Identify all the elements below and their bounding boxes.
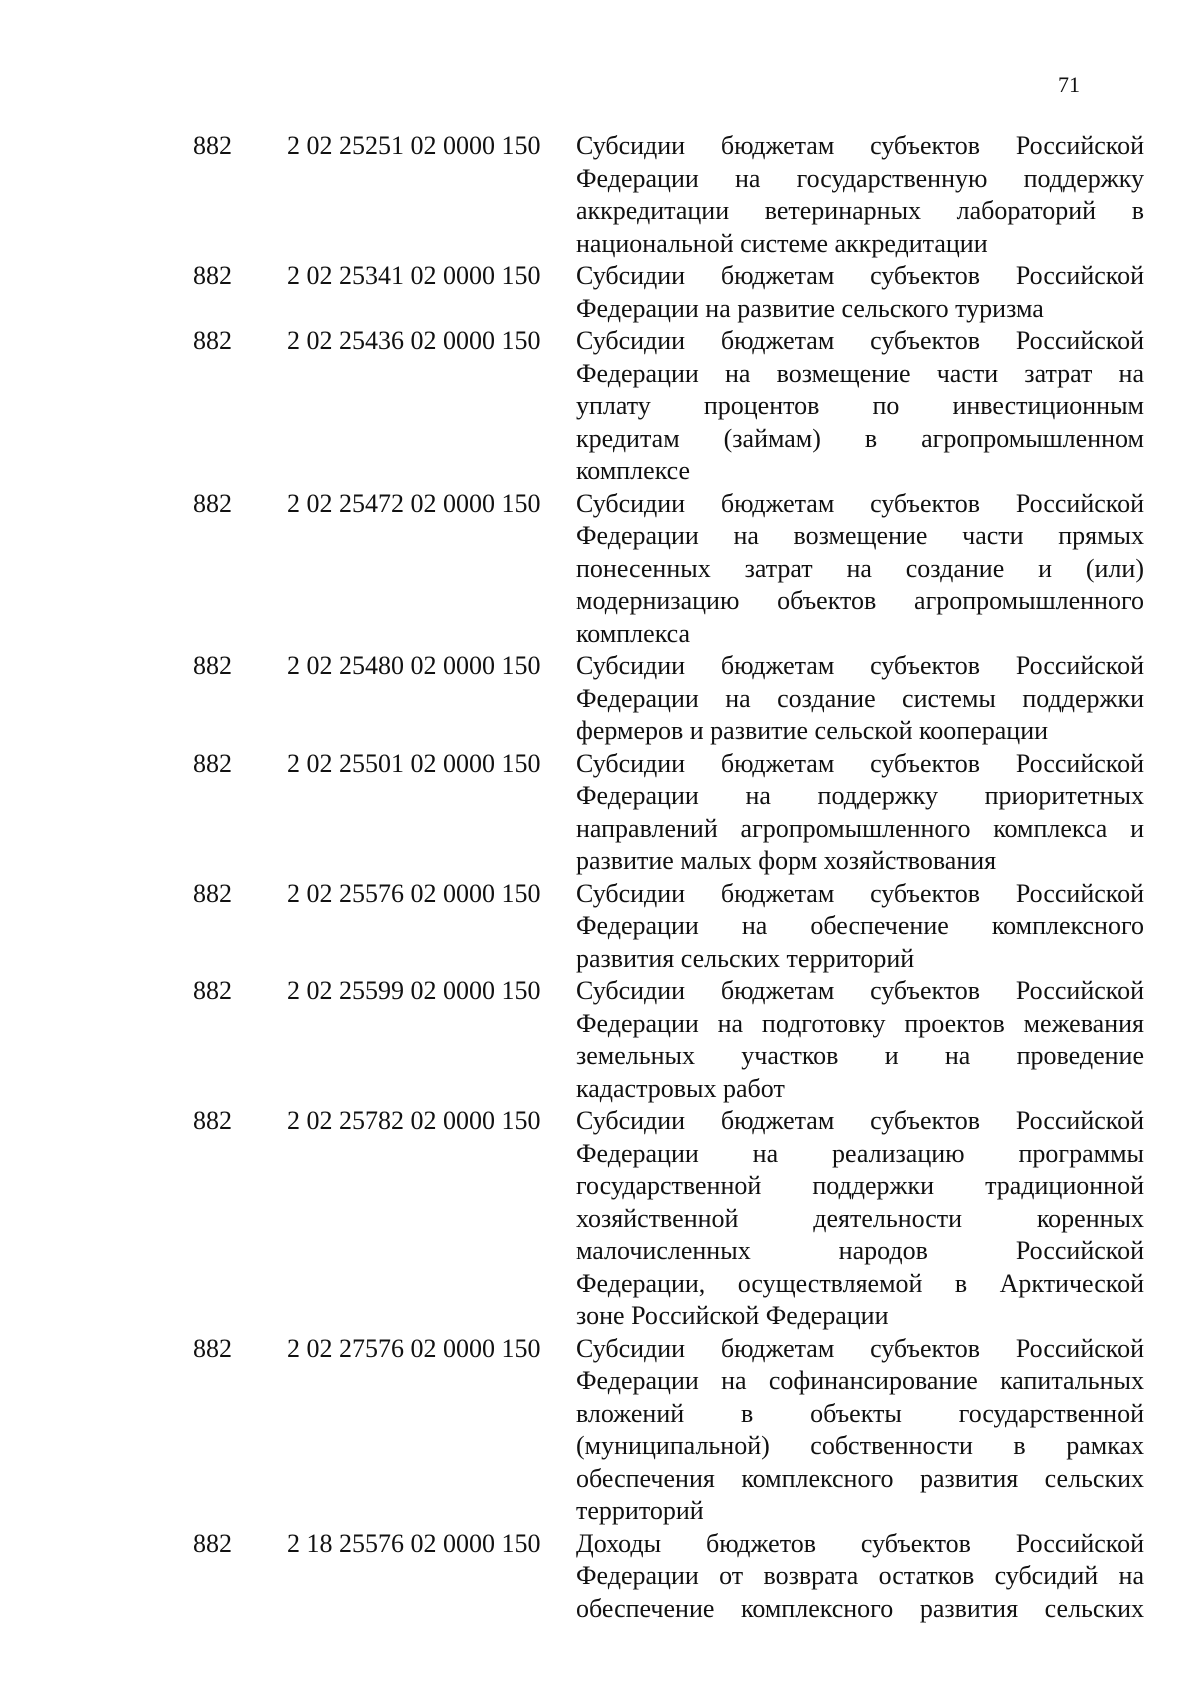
revenue-description xyxy=(576,1105,1144,1333)
admin-code: 882 xyxy=(193,748,232,778)
description-line: Федерации на создание системы поддержки xyxy=(576,683,1144,713)
budget-classification-code: 2 02 25501 02 0000 150 xyxy=(287,748,541,778)
description-line: развития сельских территорий xyxy=(576,943,915,973)
admin-code: 882 xyxy=(193,326,232,355)
description-line: развитие малых форм хозяйствования xyxy=(576,846,997,875)
budget-classification-code: 2 02 25341 02 0000 150 xyxy=(287,261,541,290)
description-line: Субсидии бюджетам субъектов Российской xyxy=(576,131,1144,160)
revenue-description xyxy=(576,878,1144,976)
revenue-description xyxy=(576,650,1144,748)
description-line: уплату процентов по инвестиционным xyxy=(576,391,1144,420)
description-line: Субсидии бюджетам субъектов Российской xyxy=(576,878,1144,908)
description-line: обеспечение комплексного развития сельских xyxy=(576,1593,1144,1623)
admin-code: 882 xyxy=(193,878,232,908)
admin-code: 882 xyxy=(193,1106,232,1135)
budget-classification-code: 2 02 25436 02 0000 150 xyxy=(287,326,541,355)
description-line: Субсидии бюджетам субъектов Российской xyxy=(576,1106,1144,1135)
table-row xyxy=(0,130,1200,260)
description-line: Федерации на реализацию программы xyxy=(576,1138,1144,1168)
budget-code-table xyxy=(0,130,1200,1625)
description-line: Субсидии бюджетам субъектов Российской xyxy=(576,651,1144,680)
table-row xyxy=(0,975,1200,1105)
table-row xyxy=(0,650,1200,748)
page-number: 71 xyxy=(1058,72,1080,97)
description-line: Федерации на поддержку приоритетных xyxy=(576,781,1144,810)
description-line: Доходы бюджетов субъектов Российской xyxy=(576,1528,1144,1558)
table-row xyxy=(0,488,1200,651)
revenue-description xyxy=(576,1528,1144,1626)
description-line: кадастровых работ xyxy=(576,1073,785,1103)
description-line: Федерации на возмещение части прямых xyxy=(576,521,1144,550)
description-line: Субсидии бюджетам субъектов Российской xyxy=(576,488,1144,518)
revenue-description xyxy=(576,748,1144,878)
description-line: понесенных затрат на создание и (или) xyxy=(576,553,1144,583)
revenue-description xyxy=(576,975,1144,1105)
description-line: комплекса xyxy=(576,618,691,648)
description-line: фермеров и развитие сельской кооперации xyxy=(576,716,1049,745)
admin-code: 882 xyxy=(193,131,232,160)
admin-code: 882 xyxy=(193,261,232,290)
description-line: Федерации на возмещение части затрат на xyxy=(576,358,1144,388)
description-line: государственной поддержки традиционной xyxy=(576,1171,1144,1200)
budget-classification-code: 2 02 25782 02 0000 150 xyxy=(287,1106,541,1135)
table-row xyxy=(0,878,1200,976)
revenue-description xyxy=(576,1333,1144,1528)
table-row xyxy=(0,748,1200,878)
table-row xyxy=(0,1333,1200,1528)
budget-classification-code: 2 18 25576 02 0000 150 xyxy=(287,1528,541,1558)
description-line: Федерации от возврата остатков субсидий на xyxy=(576,1561,1144,1590)
description-line: Федерации на софинансирование капитальных xyxy=(576,1366,1144,1395)
description-line: территорий xyxy=(576,1496,704,1525)
admin-code: 882 xyxy=(193,976,232,1005)
description-line: Федерации на государственную поддержку xyxy=(576,163,1144,193)
description-line: Федерации на подготовку проектов межевания xyxy=(576,1008,1144,1038)
table-row xyxy=(0,325,1200,488)
budget-classification-code: 2 02 25251 02 0000 150 xyxy=(287,131,541,160)
description-line: земельных участков и на проведение xyxy=(576,1041,1144,1070)
budget-classification-code: 2 02 25576 02 0000 150 xyxy=(287,878,541,908)
description-line: направлений агропромышленного комплекса и xyxy=(576,813,1144,843)
description-line: вложений в объекты государственной xyxy=(576,1398,1144,1428)
description-line: Федерации на развитие сельского туризма xyxy=(576,293,1044,323)
description-line: Субсидии бюджетам субъектов Российской xyxy=(576,976,1144,1005)
description-line: Субсидии бюджетам субъектов Российской xyxy=(576,326,1144,355)
description-line: зоне Российской Федерации xyxy=(576,1301,889,1330)
revenue-description xyxy=(576,130,1144,260)
revenue-description xyxy=(576,325,1144,488)
description-line: аккредитации ветеринарных лабораторий в xyxy=(576,196,1144,225)
description-line: Федерации, осуществляемой в Арктической xyxy=(576,1268,1144,1298)
table-row xyxy=(0,260,1200,325)
budget-classification-code: 2 02 25480 02 0000 150 xyxy=(287,651,541,680)
description-line: модернизацию объектов агропромышленного xyxy=(576,586,1144,615)
admin-code: 882 xyxy=(193,1333,232,1363)
description-line: (муниципальной) собственности в рамках xyxy=(576,1431,1144,1460)
description-line: национальной системе аккредитации xyxy=(576,228,988,258)
description-line: Субсидии бюджетам субъектов Российской xyxy=(576,1333,1144,1363)
description-line: кредитам (займам) в агропромышленном xyxy=(576,423,1144,453)
admin-code: 882 xyxy=(193,1528,232,1558)
description-line: Субсидии бюджетам субъектов Российской xyxy=(576,261,1144,290)
revenue-description xyxy=(576,260,1144,325)
description-line: Федерации на обеспечение комплексного xyxy=(576,911,1144,940)
revenue-description xyxy=(576,488,1144,651)
admin-code: 882 xyxy=(193,488,232,518)
budget-classification-code: 2 02 25472 02 0000 150 xyxy=(287,488,541,518)
table-row xyxy=(0,1105,1200,1333)
admin-code: 882 xyxy=(193,651,232,680)
description-line: комплексе xyxy=(576,456,691,485)
description-line: малочисленных народов Российской xyxy=(576,1236,1144,1265)
budget-classification-code: 2 02 27576 02 0000 150 xyxy=(287,1333,541,1363)
table-row xyxy=(0,1528,1200,1626)
budget-classification-code: 2 02 25599 02 0000 150 xyxy=(287,976,541,1005)
description-line: обеспечения комплексного развития сельских xyxy=(576,1463,1144,1493)
description-line: хозяйственной деятельности коренных xyxy=(576,1203,1144,1233)
description-line: Субсидии бюджетам субъектов Российской xyxy=(576,748,1144,778)
